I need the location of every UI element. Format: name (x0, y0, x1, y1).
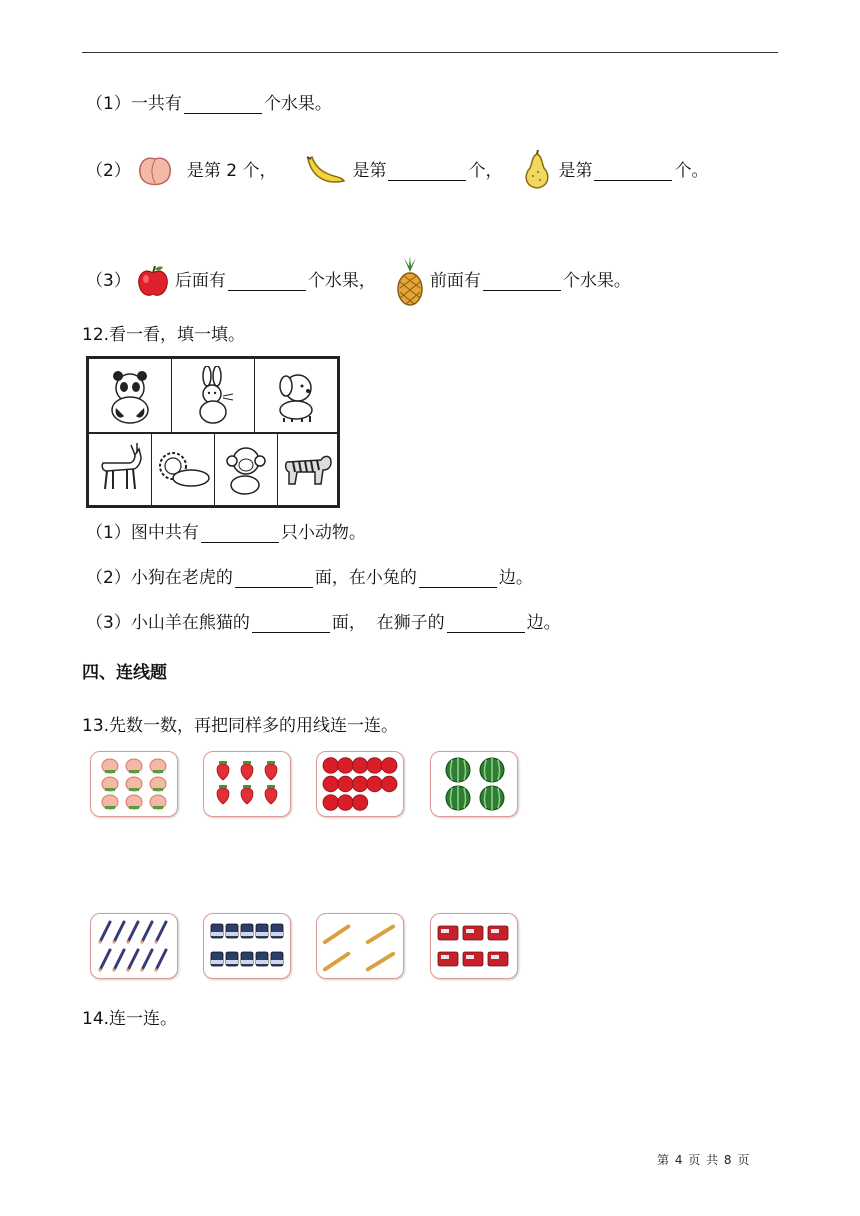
answer-blank[interactable] (419, 569, 497, 588)
q11-part3-text-c: 个水果， (307, 271, 376, 291)
pear-icon (520, 150, 554, 192)
tiger-icon (281, 444, 335, 494)
peach-group-icon (96, 756, 172, 812)
page-footer: 第 4 页 共 8 页 (657, 1153, 751, 1167)
card-pencil-cases[interactable] (430, 913, 518, 979)
card-rulers[interactable] (316, 913, 404, 979)
q12-part3-text-b: 面， 在狮子的 (331, 613, 445, 633)
q11-part3-label: （3） (86, 271, 131, 291)
q11-part2-text-c: 是第 (352, 161, 387, 181)
strawberry-group-icon (209, 756, 285, 812)
q11-part2-text-b: 是第 2 个， (186, 161, 277, 181)
banana-icon (304, 153, 348, 189)
q13-title: 13.先数一数，再把同样多的用线连一连。 (82, 716, 399, 736)
apple-icon (135, 263, 171, 299)
tiger-cell (277, 432, 338, 506)
q11-part2-text-f: 个。 (674, 161, 709, 181)
answer-blank[interactable] (235, 569, 313, 588)
rabbit-icon (183, 366, 243, 426)
q12-part2-text-c: 边。 (498, 568, 533, 588)
pencil-group-icon (96, 918, 172, 974)
dog-cell (254, 358, 338, 434)
answer-blank[interactable] (184, 95, 262, 114)
monkey-cell (214, 432, 278, 506)
q12-part2 (86, 566, 533, 590)
card-pencils[interactable] (90, 913, 178, 979)
q12-part3-text-c: 边。 (526, 613, 561, 633)
answer-blank[interactable] (228, 272, 306, 291)
section-heading: 四、连线题 (82, 663, 167, 683)
dog-icon (266, 366, 326, 426)
q12-title: 12.看一看，填一填。 (82, 325, 246, 345)
q11-part1 (86, 92, 332, 116)
q12-part1-text-b: 只小动物。 (280, 523, 366, 543)
lion-cell (151, 432, 215, 506)
sharpener-group-icon (209, 918, 285, 974)
q11-part1-text-a: （1）一共有 (86, 94, 182, 114)
answer-blank[interactable] (483, 272, 561, 291)
ruler-group-icon (321, 918, 399, 974)
q12-part2-text-b: 面，在小兔的 (314, 568, 417, 588)
monkey-icon (219, 441, 273, 497)
tomato-group-icon (321, 755, 399, 813)
goat-icon (93, 441, 147, 497)
peach-icon (135, 153, 175, 189)
goat-cell (88, 432, 152, 506)
q11-part2-label: （2） (86, 161, 131, 181)
q12-part1-text-a: （1）图中共有 (86, 523, 199, 543)
q11-part2-text-d: 个， (468, 161, 503, 181)
q11-part3-text-e: 个水果。 (562, 271, 631, 291)
q11-part3-text-b: 后面有 (174, 271, 226, 291)
card-strawberries[interactable] (203, 751, 291, 817)
q12-part3 (86, 611, 561, 635)
lion-icon (155, 444, 211, 494)
pineapple-icon (394, 256, 426, 306)
animal-grid (86, 356, 340, 508)
card-peaches[interactable] (90, 751, 178, 817)
panda-icon (100, 366, 160, 426)
q11-part3 (86, 256, 631, 306)
header-rule (82, 52, 778, 53)
answer-blank[interactable] (447, 614, 525, 633)
answer-blank[interactable] (201, 524, 279, 543)
q11-part1-text-b: 个水果。 (263, 94, 332, 114)
q12-part3-text-a: （3）小山羊在熊猫的 (86, 613, 250, 633)
card-sharpeners[interactable] (203, 913, 291, 979)
answer-blank[interactable] (252, 614, 330, 633)
watermelon-group-icon (436, 756, 512, 812)
rabbit-cell (171, 358, 255, 434)
q11-part3-text-d: 前面有 (429, 271, 481, 291)
q14-title: 14.连一连。 (82, 1009, 178, 1029)
q12-part1 (86, 521, 366, 545)
panda-cell (88, 358, 172, 434)
q11-part2 (86, 150, 708, 192)
card-tomatoes[interactable] (316, 751, 404, 817)
q11-part2-text-e: 是第 (558, 161, 593, 181)
answer-blank[interactable] (594, 162, 672, 181)
card-watermelons[interactable] (430, 751, 518, 817)
q12-part2-text-a: （2）小狗在老虎的 (86, 568, 233, 588)
answer-blank[interactable] (388, 162, 466, 181)
pencil-case-group-icon (436, 918, 512, 974)
